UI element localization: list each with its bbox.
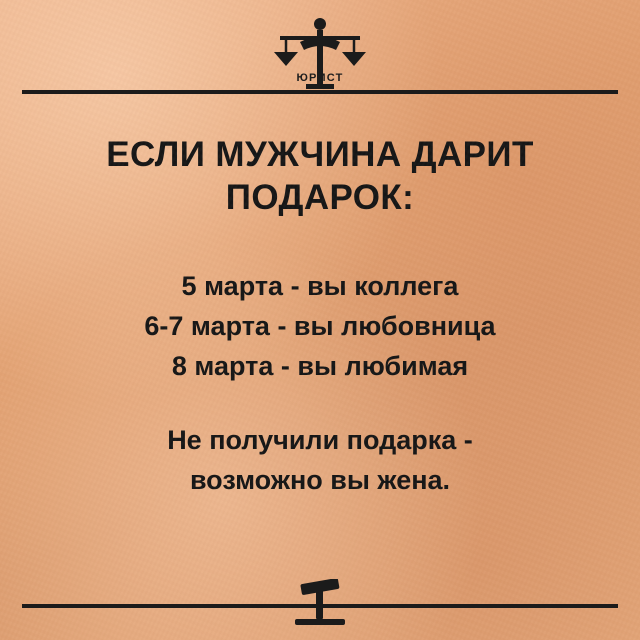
page-title — [106, 134, 534, 219]
emblem-caption: ЮРИСТ — [296, 72, 344, 84]
scales-of-justice-icon — [272, 16, 368, 96]
gavel-icon — [285, 579, 355, 627]
body-text — [0, 267, 640, 501]
closing-line: возможно вы жена. — [189, 465, 451, 496]
list-item: 8 марта - вы любимая — [171, 351, 469, 382]
paragraph-spacer — [60, 387, 580, 421]
list-item: 5 марта - вы коллега — [181, 271, 459, 302]
list-item: 6-7 марта - вы любовница — [144, 311, 496, 342]
closing-line: Не получили подарка - — [167, 425, 473, 456]
headline-line-1: ЕСЛИ МУЖЧИНА ДАРИТ — [106, 135, 534, 174]
headline-line-2: ПОДАРОК: — [225, 177, 415, 217]
footer-area — [0, 574, 640, 632]
